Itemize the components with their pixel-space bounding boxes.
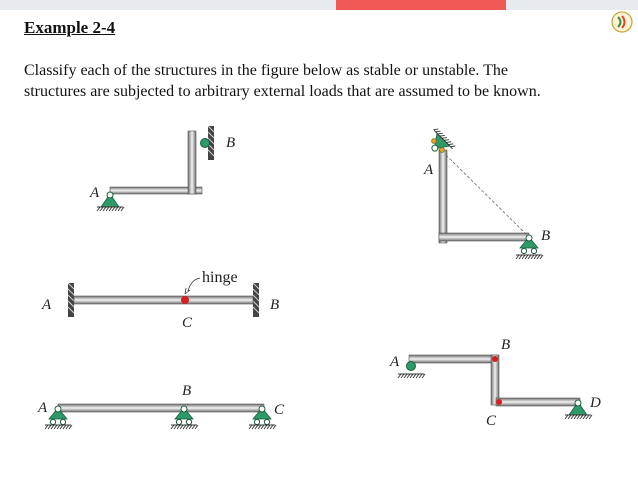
column-bc bbox=[491, 355, 499, 405]
label-b: B bbox=[541, 228, 551, 244]
intro-line-1: Classify each of the structures in the figure below as stable or unstable. The bbox=[24, 62, 509, 79]
figure-5 bbox=[37, 383, 285, 429]
column bbox=[439, 150, 447, 243]
column bbox=[188, 131, 196, 194]
beam-ab bbox=[409, 355, 498, 363]
figure-4 bbox=[389, 337, 601, 429]
hinge-c bbox=[496, 399, 502, 405]
hinge-label: hinge bbox=[202, 269, 238, 286]
label-a: A bbox=[424, 162, 434, 178]
roller-dot bbox=[440, 148, 445, 153]
wall-support-a bbox=[68, 283, 74, 317]
label-b: B bbox=[226, 135, 236, 151]
hinge-pointer bbox=[188, 278, 200, 291]
figure-1 bbox=[89, 126, 235, 211]
label-a: A bbox=[38, 400, 48, 416]
label-c: C bbox=[274, 402, 285, 418]
label-d: D bbox=[590, 395, 601, 411]
ground-d bbox=[565, 415, 592, 419]
ground-a bbox=[45, 425, 72, 429]
hinge-c bbox=[181, 296, 189, 304]
label-c: C bbox=[486, 413, 497, 429]
beam bbox=[58, 404, 264, 412]
label-b: B bbox=[501, 337, 511, 353]
wall-support-b bbox=[253, 283, 259, 317]
label-b: B bbox=[270, 297, 280, 313]
hinge-b bbox=[492, 356, 498, 362]
label-a: A bbox=[390, 354, 400, 370]
intro-line-2: structures are subjected to arbitrary external loads that are assumed to be known. bbox=[24, 83, 541, 100]
roller-dot bbox=[432, 139, 437, 144]
roller-b bbox=[201, 139, 210, 148]
roller-a bbox=[407, 362, 416, 371]
label-a: A bbox=[90, 185, 100, 201]
label-a: A bbox=[42, 297, 52, 313]
pointer-arrow bbox=[185, 288, 190, 294]
page-title: Example 2-4 bbox=[24, 18, 116, 37]
beam-cd bbox=[496, 398, 580, 406]
dashed-line bbox=[446, 155, 529, 237]
beam bbox=[439, 233, 529, 241]
ground-a bbox=[398, 374, 425, 378]
figure-2 bbox=[423, 127, 550, 259]
ground-b bbox=[171, 425, 198, 429]
label-c: C bbox=[182, 315, 193, 331]
ground-c bbox=[249, 425, 276, 429]
ground-b bbox=[516, 255, 543, 259]
label-b: B bbox=[182, 383, 192, 399]
ground-a bbox=[97, 207, 124, 211]
figure-3 bbox=[41, 269, 279, 331]
beam bbox=[74, 296, 253, 304]
